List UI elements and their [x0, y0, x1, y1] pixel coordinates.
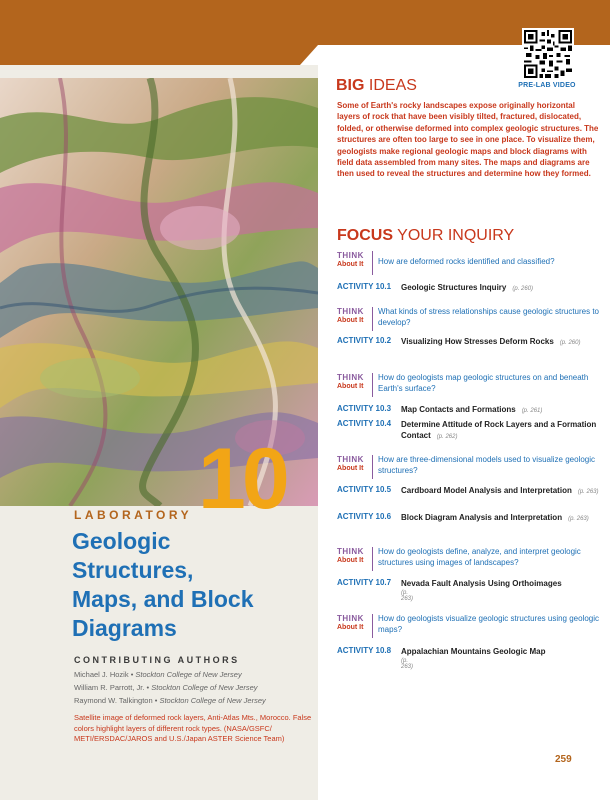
laboratory-label: LABORATORY [74, 508, 193, 522]
contributor-name: Raymond W. Talkington [74, 696, 153, 705]
activity-name: Cardboard Model Analysis and Interpretation [401, 486, 572, 495]
activity-name: Visualizing How Stresses Deform Rocks [401, 337, 554, 346]
about-label: About It [337, 624, 364, 631]
activity-label: ACTIVITY 10.7 [337, 578, 392, 587]
activity-title [401, 282, 601, 295]
think-tag [337, 547, 373, 571]
about-label: About It [337, 317, 364, 324]
lab-title [72, 527, 312, 643]
separator: • [128, 670, 136, 679]
think-label: THINK [337, 455, 364, 464]
activity-title [401, 336, 601, 349]
activity-name: Geologic Structures Inquiry [401, 283, 507, 292]
lab-title-line: Diagrams [72, 615, 177, 641]
activity-label: ACTIVITY 10.5 [337, 485, 392, 494]
activity-page: (p. 260) [559, 340, 581, 346]
think-tag [337, 251, 373, 275]
think-question: How do geologists map geologic structures on and beneath Earth's surface? [378, 373, 589, 393]
about-label: About It [337, 465, 364, 472]
big-ideas-text: Some of Earth's rocky landscapes expose originally horizontal layers of rock that have been visibly tilted, fractured, dislocated, folded, or otherwise deformed into complex geologic structures. The structures are often too large to see in one place. To visualize them, geologists make regional geologic maps and block diagrams with field data assembled from many sites. The maps and diagrams are then used to reveal the structures and determine how they formed. [337, 101, 599, 179]
think-question: How do geologists define, analyze, and interpret geologic structures using images of landscapes? [378, 547, 581, 567]
big-ideas-heading [336, 77, 417, 95]
contributor-affiliation: Stockton College of New Jersey [135, 670, 242, 679]
think-label: THINK [337, 547, 364, 556]
think-question: What kinds of stress relationships cause geologic structures to develop? [378, 307, 599, 327]
think-tag [337, 307, 373, 331]
contributor-line [74, 696, 266, 705]
about-label: About It [337, 261, 364, 268]
activity-title [401, 404, 601, 417]
page-number: 259 [555, 754, 572, 765]
contributors-heading: CONTRIBUTING AUTHORS [74, 655, 240, 665]
image-caption: Satellite image of deformed rock layers, Anti-Atlas Mts., Morocco. False colors highlight layers of different rock types. (NASA/GSFC/ METI/ERSDAC/JAROS and U.S./Japan ASTER Science Team) [74, 713, 312, 743]
activity-label: ACTIVITY 10.3 [337, 404, 392, 413]
separator: • [152, 696, 160, 705]
activity-title [401, 646, 601, 657]
about-label: About It [337, 383, 364, 390]
qr-code-icon[interactable] [522, 28, 574, 80]
lab-title-line: Structures, [72, 557, 194, 583]
activity-title [401, 485, 601, 498]
banner-tab-slope [300, 45, 318, 65]
lab-number: 10 [198, 431, 286, 527]
contributor-line [74, 683, 258, 692]
activity-name: Appalachian Mountains Geologic Map [401, 647, 546, 656]
activity-title [401, 578, 601, 589]
think-label: THINK [337, 373, 364, 382]
activity-name: Determine Attitude of Rock Layers and a Formation Contact [401, 420, 597, 440]
think-tag [337, 373, 373, 397]
separator: • [144, 683, 152, 692]
activity-label: ACTIVITY 10.2 [337, 336, 392, 345]
activity-name: Nevada Fault Analysis Using Orthoimages [401, 579, 562, 588]
think-label: THINK [337, 307, 364, 316]
activity-page: (p. 260) [512, 286, 534, 292]
activity-page: (p. 263) [568, 516, 589, 522]
focus-heading [337, 227, 514, 245]
activity-name: Block Diagram Analysis and Interpretation [401, 513, 563, 522]
activity-page: (p. 261) [521, 408, 543, 414]
think-question: How are deformed rocks identified and classified? [378, 257, 555, 266]
contributor-name: Michael J. Hozik [74, 670, 129, 679]
activity-page: (p. 262) [436, 434, 458, 440]
contributor-name: William R. Parrott, Jr. [74, 683, 145, 692]
think-question: How are three-dimensional models used to visualize geologic structures? [378, 455, 596, 475]
activity-page: (p. 263) [401, 590, 414, 602]
contributor-affiliation: Stockton College of New Jersey [159, 696, 266, 705]
activity-title [401, 512, 601, 525]
focus-rest: YOUR INQUIRY [393, 227, 515, 244]
lab-title-line: Geologic [72, 528, 171, 554]
activity-title [401, 419, 601, 443]
big-ideas-rest: IDEAS [364, 77, 417, 94]
contributor-line [74, 670, 242, 679]
lab-title-line: Maps, and Block [72, 586, 254, 612]
activity-page: (p. 263) [401, 658, 414, 670]
activity-label: ACTIVITY 10.4 [337, 419, 392, 428]
think-tag [337, 614, 373, 638]
focus-bold: FOCUS [337, 227, 393, 244]
think-label: THINK [337, 251, 364, 260]
qr-label: PRE-LAB VIDEO [518, 82, 576, 89]
think-tag [337, 455, 373, 479]
activity-label: ACTIVITY 10.1 [337, 282, 392, 291]
activity-page: (p. 263) [577, 489, 599, 495]
contributor-affiliation: Stockton College of New Jersey [151, 683, 258, 692]
activity-name: Map Contacts and Formations [401, 405, 516, 414]
think-question: How do geologists visualize geologic structures using geologic maps? [378, 614, 600, 634]
activity-label: ACTIVITY 10.8 [337, 646, 392, 655]
think-label: THINK [337, 614, 364, 623]
activity-label: ACTIVITY 10.6 [337, 512, 392, 521]
about-label: About It [337, 557, 364, 564]
big-ideas-bold: BIG [336, 77, 365, 94]
